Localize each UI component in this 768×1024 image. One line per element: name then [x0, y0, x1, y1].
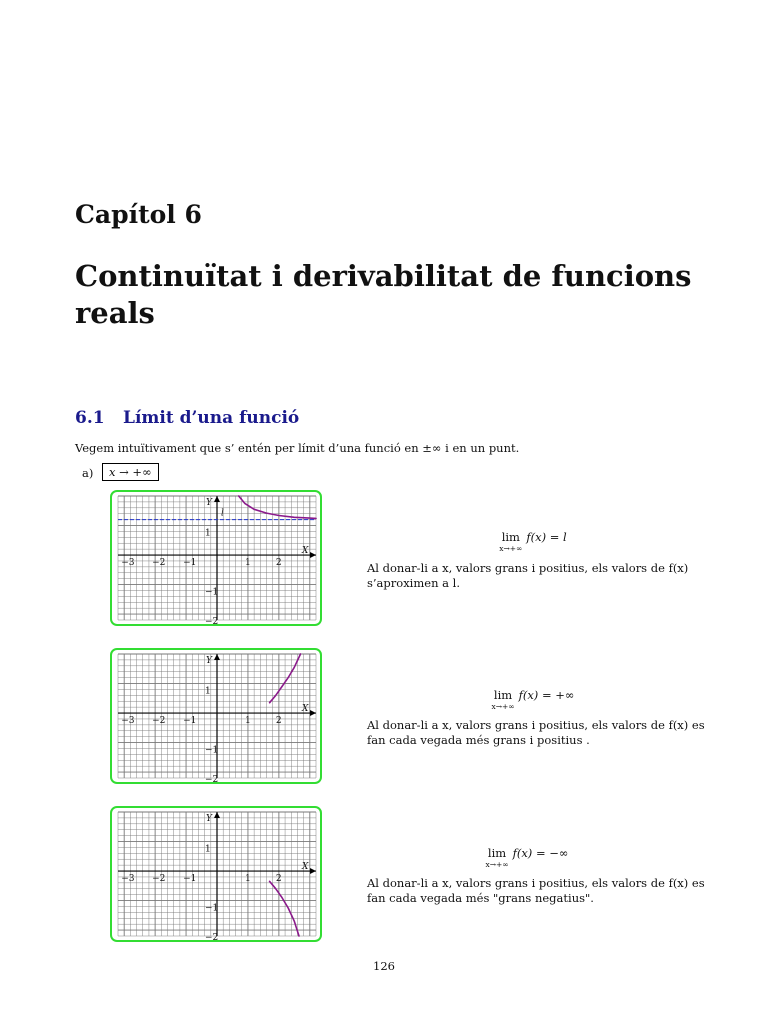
lim-expr-3: f(x) = −∞: [512, 846, 569, 860]
x-axis-arrow: [310, 552, 316, 558]
y-axis-label: Y: [206, 498, 212, 508]
y-tick-label: −2: [205, 775, 219, 782]
x-tick-label: 1: [244, 874, 251, 885]
plot-frame-1: [110, 490, 322, 626]
x-tick-label: −3: [121, 716, 135, 727]
series-curve: [239, 496, 316, 518]
page-number: 126: [373, 959, 395, 973]
lim-expr-2: f(x) = +∞: [518, 688, 575, 702]
intro-text: Vegem intuïtivament que s’ entén per límit d’una funció en ±∞ i en un punt.: [75, 441, 520, 455]
plot-2: [112, 650, 320, 782]
y-tick-label: −1: [205, 903, 219, 914]
chapter-title: Continuïtat i derivabilitat de funcions reals: [75, 259, 692, 330]
x-tick-label: 2: [275, 558, 282, 569]
y-tick-label: 1: [205, 528, 211, 539]
description-3: Al donar-li a x, valors grans i positius, els valors de f(x) es fan cada vegada més "grans negatius".: [367, 876, 705, 905]
lim-word-3: lim: [487, 846, 507, 860]
limit-3: [472, 848, 582, 870]
limit-1: [478, 532, 588, 554]
chapter-label: Capítol 6: [75, 200, 202, 229]
plot-3: [112, 808, 320, 940]
asymptote-label: l: [221, 508, 224, 519]
item-label: a): [82, 466, 94, 480]
section-heading: [75, 408, 299, 428]
lim-word-1: lim: [501, 530, 520, 544]
x-tick-label: −2: [152, 558, 166, 569]
lim-sub-3: x→+∞: [485, 860, 509, 869]
x-axis-arrow: [310, 710, 316, 716]
x-axis-label: X: [302, 546, 309, 557]
y-tick-label: 1: [205, 844, 211, 855]
x-axis-label: X: [302, 704, 309, 715]
x-tick-label: −1: [183, 558, 197, 569]
lim-sub-1: x→+∞: [499, 544, 523, 553]
y-axis-label: Y: [206, 656, 212, 666]
x-tick-label: −2: [152, 874, 166, 885]
limit-2: [478, 690, 588, 712]
x-axis-arrow: [310, 868, 316, 874]
y-axis-arrow: [214, 496, 220, 502]
x-tick-label: −3: [121, 558, 135, 569]
y-axis-label: Y: [206, 814, 212, 824]
x-tick-label: 2: [275, 874, 282, 885]
y-tick-label: −2: [205, 617, 219, 624]
x-tick-label: 1: [244, 558, 251, 569]
series-curve: [270, 881, 299, 936]
y-tick-label: −2: [205, 933, 219, 940]
lim-sub-2: x→+∞: [491, 702, 515, 711]
x-tick-label: 1: [244, 716, 251, 727]
y-tick-label: −1: [205, 745, 219, 756]
lim-word-2: lim: [493, 688, 513, 702]
description-2: Al donar-li a x, valors grans i positius, els valors de f(x) es fan cada vegada més grans i positius .: [367, 718, 705, 747]
section-number: 6.1: [75, 408, 105, 428]
y-axis-arrow: [214, 812, 220, 818]
section-title: Límit d’una funció: [123, 408, 300, 428]
y-axis-arrow: [214, 654, 220, 660]
plot-1: [112, 492, 320, 624]
plot-frame-3: [110, 806, 322, 942]
x-tick-label: 2: [275, 716, 282, 727]
x-tick-label: −2: [152, 716, 166, 727]
x-tick-label: −1: [183, 716, 197, 727]
y-tick-label: 1: [205, 686, 211, 697]
y-tick-label: −1: [205, 587, 219, 598]
plot-frame-2: [110, 648, 322, 784]
x-tick-label: −1: [183, 874, 197, 885]
lim-expr-1: f(x) = l: [526, 530, 567, 544]
x-axis-label: X: [302, 862, 309, 873]
boxed-limit: x → +∞: [102, 463, 159, 481]
description-1: Al donar-li a x, valors grans i positius, els valors de f(x) s’aproximen a l.: [367, 561, 689, 590]
x-tick-label: −3: [121, 874, 135, 885]
